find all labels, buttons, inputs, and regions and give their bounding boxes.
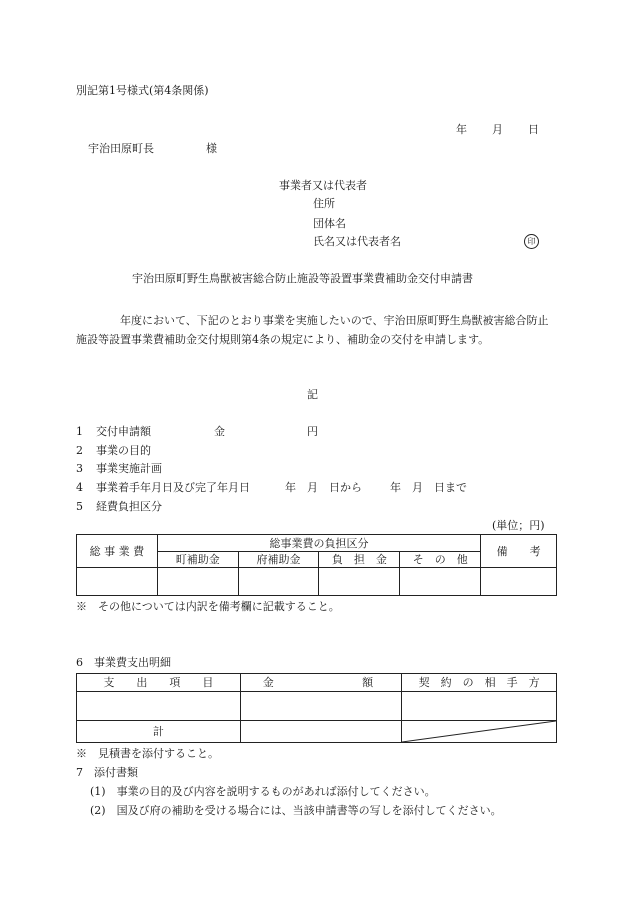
cost-note: ※ その他については内訳を備考欄に記載すること。 xyxy=(76,600,340,613)
pref-subsidy-cell[interactable] xyxy=(238,568,319,596)
amount-cell[interactable] xyxy=(240,692,401,721)
item5-num: 5 xyxy=(76,500,83,513)
total-label: 計 xyxy=(77,721,241,743)
amount-header xyxy=(240,674,401,692)
item5-label: 経費負担区分 xyxy=(96,500,162,513)
item4-to: 年 月 日まで xyxy=(390,481,467,494)
contractor-header: 契 約 の 相 手 方 xyxy=(402,674,557,692)
item1-num: 1 xyxy=(76,425,83,438)
expense-item-cell[interactable] xyxy=(77,692,241,721)
unit-label: (単位；円) xyxy=(492,519,545,532)
item4-num: 4 xyxy=(76,481,83,494)
form-id: 別記第1号様式(第4条関係) xyxy=(76,84,209,97)
total-cost-cell[interactable] xyxy=(77,568,158,596)
burden-header: 負 担 金 xyxy=(319,552,400,568)
remarks-header: 備 考 xyxy=(481,535,557,568)
item3-num: 3 xyxy=(76,462,83,475)
diagonal-line xyxy=(402,721,556,742)
town-subsidy-header: 町補助金 xyxy=(157,552,238,568)
honorific: 様 xyxy=(206,142,217,155)
total-amount-cell[interactable] xyxy=(240,721,401,743)
attachment-item-2: (2) 国及び府の補助を受ける場合には、当該申請書等の写しを添付してください。 xyxy=(90,804,502,817)
burden-group-header: 総事業費の負担区分 xyxy=(157,535,480,552)
item4-label: 事業着手年月日及び完了年月日 xyxy=(96,481,250,494)
contractor-cell[interactable] xyxy=(402,692,557,721)
seal-mark: 印 xyxy=(524,234,539,249)
date-month: 月 xyxy=(492,123,503,136)
date-day: 日 xyxy=(528,123,539,136)
item1-kin: 金 xyxy=(214,425,225,438)
item2-num: 2 xyxy=(76,444,83,457)
addressee: 宇治田原町長 xyxy=(88,142,154,155)
expense-note: ※ 見積書を添付すること。 xyxy=(76,747,219,760)
expense-title: 6 事業費支出明細 xyxy=(76,656,171,669)
date-year: 年 xyxy=(456,123,467,136)
remarks-cell[interactable] xyxy=(481,568,557,596)
name-label: 氏名又は代表者名 xyxy=(313,235,401,248)
amount-header-kin: 金 xyxy=(262,676,274,689)
item1-en: 円 xyxy=(307,425,318,438)
expense-table xyxy=(76,673,557,743)
attachments-title: 7 添付書類 xyxy=(76,766,138,779)
total-cost-header: 総 事 業 費 xyxy=(77,535,158,568)
body-paragraph: 年度において、下記のとおり事業を実施したいので、宇治田原町野生鳥獣被害総合防止施設等設置事業費補助金交付規則第4条の規定により、補助金の交付を申請します。 xyxy=(76,314,549,346)
town-subsidy-cell[interactable] xyxy=(157,568,238,596)
other-header: そ の 他 xyxy=(400,552,481,568)
pref-subsidy-header: 府補助金 xyxy=(238,552,319,568)
diagonal-cell xyxy=(402,721,557,743)
item4-from: 年 月 日から xyxy=(285,481,362,494)
address-label: 住所 xyxy=(313,197,335,210)
other-cell[interactable] xyxy=(400,568,481,596)
item1-label: 交付申請額 xyxy=(96,425,151,438)
doc-title: 宇治田原町野生鳥獣被害総合防止施設等設置事業費補助金交付申請書 xyxy=(132,272,473,285)
applicant-title: 事業者又は代表者 xyxy=(279,179,367,192)
amount-header-gaku: 額 xyxy=(362,676,374,689)
ki-label: 記 xyxy=(307,388,318,401)
expense-item-header: 支 出 項 目 xyxy=(77,674,241,692)
item3-label: 事業実施計画 xyxy=(96,462,162,475)
group-label: 団体名 xyxy=(313,217,346,230)
cost-table xyxy=(76,534,557,596)
item2-label: 事業の目的 xyxy=(96,444,151,457)
burden-cell[interactable] xyxy=(319,568,400,596)
attachment-item-1: (1) 事業の目的及び内容を説明するものがあれば添付してください。 xyxy=(90,785,436,798)
